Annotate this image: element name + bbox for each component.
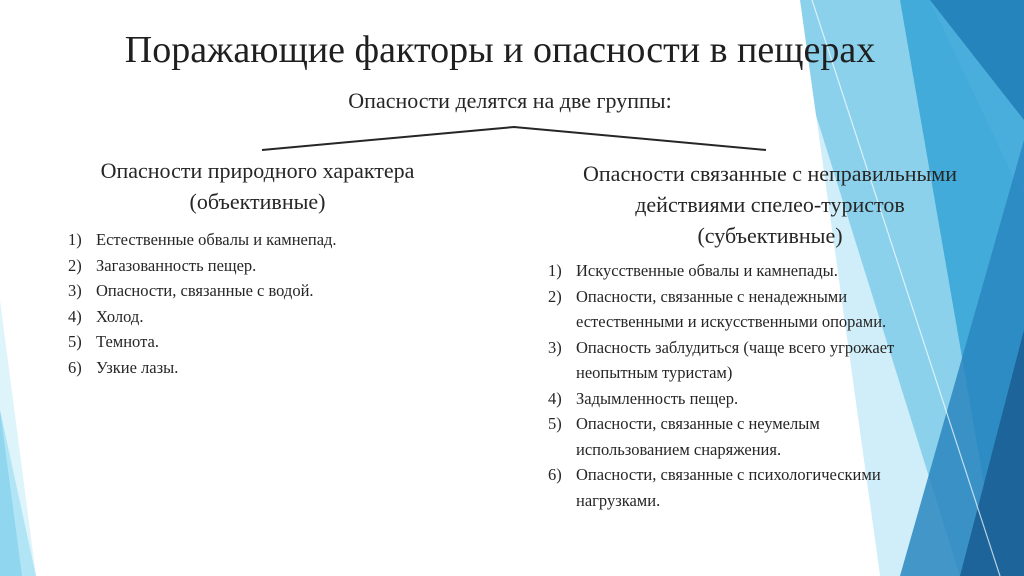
- list-item-text: Опасности, связанные с ненадежными: [576, 286, 848, 306]
- list-item-text: Искусственные обвалы и камнепады.: [576, 261, 838, 280]
- list-item: [548, 284, 993, 335]
- list-item: [68, 253, 468, 279]
- list-item: [548, 462, 993, 513]
- right-heading-line: Опасности связанные с неправильными: [583, 161, 957, 186]
- right-heading-line: действиями спелео-туристов: [635, 192, 905, 217]
- list-item-number: 1): [68, 230, 82, 249]
- left-heading-line: (объективные): [189, 189, 326, 214]
- list-item-number: 6): [68, 357, 82, 377]
- list-item-number: 4): [548, 388, 562, 408]
- list-item-number: 5): [68, 332, 82, 351]
- list-item-text: Опасности, связанные с неумелым: [576, 414, 820, 433]
- left-hazard-list: [68, 227, 468, 380]
- list-item-number: 5): [548, 414, 562, 433]
- list-item: [68, 304, 468, 330]
- list-item-text: Узкие лазы.: [96, 357, 179, 377]
- list-item-text-cont: использованием снаряжения.: [576, 439, 782, 459]
- list-item: [548, 335, 993, 386]
- slide-subtitle: Опасности делятся на две группы:: [348, 88, 672, 113]
- list-item-number: 6): [548, 465, 562, 484]
- list-item-text: Задымленность пещер.: [576, 388, 739, 408]
- list-item-text: Опасности, связанные с водой.: [96, 281, 314, 300]
- list-item-number: 1): [548, 261, 562, 280]
- left-heading-line: Опасности природного характера: [100, 158, 415, 183]
- list-item-text-cont: неопытным туристам): [576, 363, 733, 382]
- list-item: [68, 329, 468, 355]
- list-item: [548, 258, 993, 284]
- list-item-text-cont: нагрузками.: [576, 490, 661, 510]
- list-item: [68, 227, 468, 253]
- right-group-heading: [545, 158, 995, 251]
- list-item-number: 4): [68, 306, 82, 326]
- left-group-heading: [60, 155, 455, 217]
- list-item-text: Загазованность пещер.: [96, 255, 257, 275]
- list-item-text: Темнота.: [96, 332, 159, 351]
- list-item-number: 2): [68, 255, 82, 275]
- right-hazard-list: [548, 258, 993, 513]
- list-item-number: 3): [68, 281, 82, 300]
- right-heading-line: (субъективные): [697, 223, 843, 248]
- list-item: [68, 355, 468, 381]
- list-item-text: Естественные обвалы и камнепад.: [96, 230, 337, 249]
- list-item-number: 3): [548, 337, 562, 357]
- list-item-text: Опасность заблудиться (чаще всего угрожает: [576, 337, 895, 357]
- list-item-text: Холод.: [96, 306, 144, 326]
- list-item: [548, 411, 993, 462]
- list-item-text: Опасности, связанные с психологическими: [576, 465, 881, 484]
- list-item: [548, 386, 993, 412]
- slide-title: Поражающие факторы и опасности в пещерах: [124, 29, 876, 71]
- list-item-text-cont: естественными и искусственными опорами.: [576, 312, 887, 331]
- list-item: [68, 278, 468, 304]
- list-item-number: 2): [548, 286, 562, 306]
